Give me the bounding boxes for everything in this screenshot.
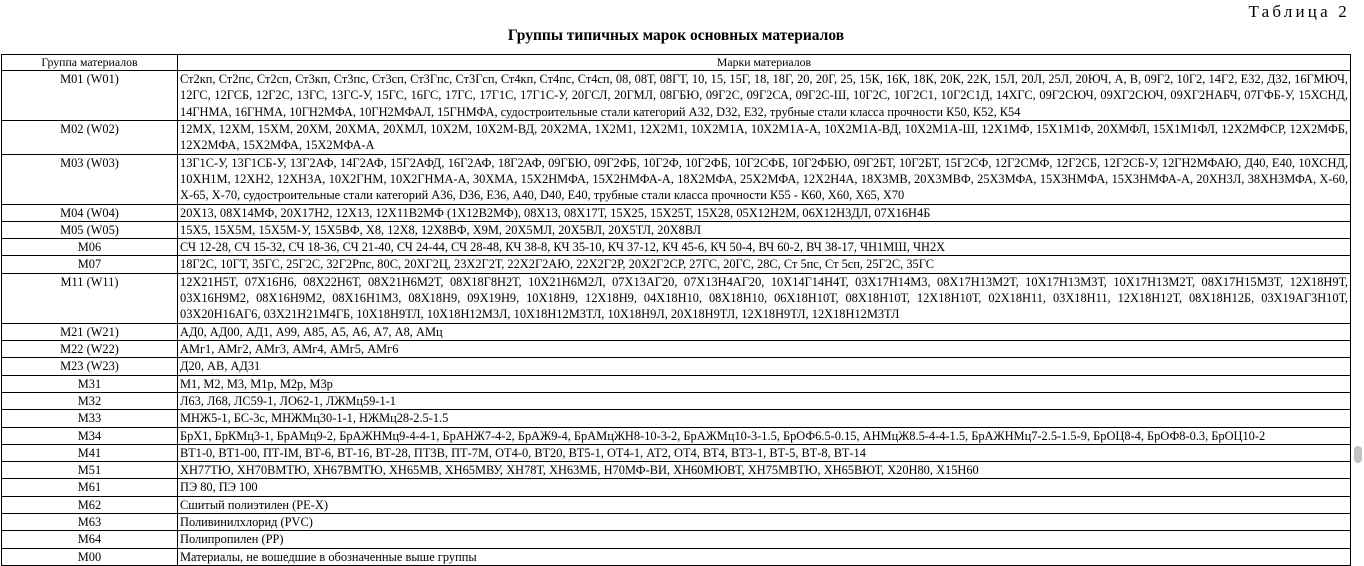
table-row — [2, 444, 1351, 461]
material-marks-cell: ХН77ТЮ, ХН70ВМТЮ, ХН67ВМТЮ, ХН65МВ, ХН65МВУ, ХН78Т, ХН63МБ, Н70МФ-ВИ, ХН60МЮВТ, ХН75МВТЮ, ХН65ВЮТ, Х20Н80, Х15Н60 — [178, 462, 1351, 479]
material-group-cell: М61 — [2, 479, 178, 496]
material-marks-cell: БрХ1, БрКМц3-1, БрАМц9-2, БрАЖНМц9-4-4-1, БрАНЖ7-4-2, БрАЖ9-4, БрАМцЖН8-10-3-2, БрАЖМц10-3-1.5, БрОФ6.5-0.15, АНМцЖ8.5-4-4-1.5, БрАЖНМц7-2.5-1.5-9, БрОЦ8-4, БрОФ8-0.3, БрОЦ10-2 — [178, 427, 1351, 444]
table-row — [2, 239, 1351, 256]
table-row — [2, 514, 1351, 531]
table-header-row — [2, 55, 1351, 71]
material-marks-cell: СЧ 12-28, СЧ 15-32, СЧ 18-36, СЧ 21-40, СЧ 24-44, СЧ 28-48, КЧ 38-8, КЧ 35-10, КЧ 37-12, КЧ 45-6, КЧ 50-4, ВЧ 60-2, ВЧ 38-17, ЧН1МШ, ЧН2Х — [178, 239, 1351, 256]
table-row — [2, 427, 1351, 444]
material-marks-cell: МНЖ5-1, БС-3с, МНЖМц30-1-1, НЖМц28-2.5-1.5 — [178, 410, 1351, 427]
material-group-cell: М21 (W21) — [2, 323, 178, 340]
material-marks-cell: Сшитый полиэтилен (PE-X) — [178, 496, 1351, 513]
table-row — [2, 273, 1351, 323]
table-row — [2, 221, 1351, 238]
material-marks-cell: М1, М2, М3, М1р, М2р, М3р — [178, 375, 1351, 392]
material-marks-cell: 15Х5, 15Х5М, 15Х5М-У, 15Х5ВФ, Х8, 12Х8, 12Х8ВФ, Х9М, 20Х5МЛ, 20Х5ВЛ, 20Х5ТЛ, 20Х8ВЛ — [178, 221, 1351, 238]
material-group-cell: М05 (W05) — [2, 221, 178, 238]
table-row — [2, 410, 1351, 427]
material-marks-cell: 12МХ, 12ХМ, 15ХМ, 20ХМ, 20ХМА, 20ХМЛ, 10Х2М, 10Х2М-ВД, 20Х2МА, 1Х2М1, 12Х2М1, 10Х2М1А, 10Х2М1А-А, 10Х2М1А-ВД, 10Х2М1А-Ш, 12Х1МФ, 15Х1М1Ф, 20ХМФЛ, 15Х1М1ФЛ, 12Х2МФСР, 12Х2МФБ, 12Х2МФА, 15Х2МФА, 15Х2МФА-А — [178, 121, 1351, 155]
material-marks-cell: 13Г1С-У, 13Г1СБ-У, 13Г2АФ, 14Г2АФ, 15Г2АФД, 16Г2АФ, 18Г2АФ, 09ГБЮ, 09Г2ФБ, 10Г2Ф, 10Г2ФБ, 10Г2СФБ, 10Г2ФБЮ, 09Г2БТ, 10Г2БТ, 15Г2СФ, 12Г2СМФ, 12Г2СБ, 12Г2СБ-У, 12ГН2МФАЮ, Д40, Е40, 10ХСНД, 10ХН1М, 12ХН2, 12ХН3А, 10Х2ГНМ, 10Х2ГНМА-А, 30ХМА, 15Х2НМФА, 15Х2НМФА-А, 18Х2МФА, 25Х2МФА, 12Х2Н4А, 18Х3МВ, 20Х3МВФ, 25Х3МФА, 15Х3НМФА, 15Х3НМФА-А, 20ХН3Л, 38ХН3МФА, Х-60, Х-65, Х-70, судостроительные стали категорий А36, D36, Е36, А40, D40, Е40, трубные стали класса прочности К55 - К60, Х60, Х65, Х70 — [178, 154, 1351, 204]
table-row — [2, 479, 1351, 496]
material-marks-cell: Поливинилхлорид (PVC) — [178, 514, 1351, 531]
table-row — [2, 154, 1351, 204]
material-marks-cell: 18Г2С, 10ГТ, 35ГС, 25Г2С, 32Г2Рпс, 80С, 20ХГ2Ц, 23Х2Г2Т, 22Х2Г2АЮ, 22Х2Г2Р, 20Х2Г2СР, 27ГС, 20ГС, 28С, Ст 5пс, Ст 5сп, 25Г2С, 35ГС — [178, 256, 1351, 273]
material-group-cell: М33 — [2, 410, 178, 427]
material-group-cell: М63 — [2, 514, 178, 531]
material-marks-cell: АД0, АД00, АД1, А99, А85, А5, А6, А7, А8, АМц — [178, 323, 1351, 340]
table-row — [2, 392, 1351, 409]
material-marks-cell: Ст2кп, Ст2пс, Ст2сп, Ст3кп, Ст3пс, Ст3сп, Ст3Гпс, Ст3Гсп, Ст4кп, Ст4пс, Ст4сп, 08, 08Т, 08ГТ, 10, 15, 15Г, 18, 18Г, 20, 20Г, 25, 15К, 16К, 18К, 20К, 22К, 15Л, 20Л, 25Л, 20ЮЧ, А, В, 09Г2, 10Г2, 14Г2, Е32, Д32, 16ГМЮЧ, 12ГС, 12ГСБ, 12Г2С, 13ГС, 13ГС-У, 15ГС, 16ГС, 17ГС, 17Г1С, 17Г1С-У, 20ГСЛ, 20ГМЛ, 08ГБЮ, 09Г2С, 09Г2СА, 09Г2С-Ш, 10Г2С, 10Г2С1, 10Г2С1Д, 14ХГС, 09Г2СЮЧ, 09ХГ2СЮЧ, 09ХГ2НАБЧ, 07ГФБ-У, 15ХСНД, 14ГНМА, 16ГНМА, 10ГН2МФА, 10ГН2МФАЛ, 15ГНМФА, судостроительные стали категорий А32, D32, Е32, трубные стали класса прочности К50, К52, К54 — [178, 71, 1351, 121]
material-marks-cell: Полипропилен (PP) — [178, 531, 1351, 548]
material-marks-cell: Д20, АВ, АД31 — [178, 358, 1351, 375]
material-group-cell: М23 (W23) — [2, 358, 178, 375]
table-row — [2, 323, 1351, 340]
material-group-cell: М32 — [2, 392, 178, 409]
material-marks-cell: ПЭ 80, ПЭ 100 — [178, 479, 1351, 496]
table-row — [2, 548, 1351, 565]
material-marks-cell: Л63, Л68, ЛС59-1, ЛО62-1, ЛЖМц59-1-1 — [178, 392, 1351, 409]
material-group-cell: М02 (W02) — [2, 121, 178, 155]
table-row — [2, 531, 1351, 548]
material-marks-cell: 20Х13, 08Х14МФ, 20Х17Н2, 12Х13, 12Х11В2МФ (1Х12В2МФ), 08Х13, 08Х17Т, 15Х25, 15Х25Т, 15Х28, 05Х12Н2М, 06Х12Н3ДЛ, 07Х16Н4Б — [178, 204, 1351, 221]
material-group-cell: М11 (W11) — [2, 273, 178, 323]
material-group-cell: М04 (W04) — [2, 204, 178, 221]
column-header-marks: Марки материалов — [178, 55, 1351, 71]
material-group-cell: М31 — [2, 375, 178, 392]
table-row — [2, 375, 1351, 392]
scrollbar-thumb[interactable] — [1354, 446, 1362, 463]
materials-table — [1, 54, 1351, 566]
material-group-cell: М01 (W01) — [2, 71, 178, 121]
column-header-group: Группа материалов — [2, 55, 178, 71]
table-row — [2, 462, 1351, 479]
material-group-cell: М00 — [2, 548, 178, 565]
material-group-cell: М07 — [2, 256, 178, 273]
material-group-cell: М62 — [2, 496, 178, 513]
material-group-cell: М64 — [2, 531, 178, 548]
material-marks-cell: Материалы, не вошедшие в обозначенные выше группы — [178, 548, 1351, 565]
material-group-cell: М06 — [2, 239, 178, 256]
table-number: Таблица 2 — [1248, 2, 1350, 21]
table-row — [2, 341, 1351, 358]
table-title: Группы типичных марок основных материалов — [507, 27, 845, 44]
material-group-cell: М41 — [2, 444, 178, 461]
material-group-cell: М51 — [2, 462, 178, 479]
material-marks-cell: АМг1, АМг2, АМг3, АМг4, АМг5, АМг6 — [178, 341, 1351, 358]
table-row — [2, 204, 1351, 221]
material-group-cell: М22 (W22) — [2, 341, 178, 358]
table-row — [2, 256, 1351, 273]
table-row — [2, 358, 1351, 375]
material-group-cell: М34 — [2, 427, 178, 444]
table-body — [2, 71, 1351, 566]
table-row — [2, 71, 1351, 121]
material-group-cell: М03 (W03) — [2, 154, 178, 204]
material-marks-cell: ВТ1-0, ВТ1-00, ПТ-IМ, ВТ-6, ВТ-16, ВТ-28, ПТ3В, ПТ-7М, ОТ4-0, ВТ20, ВТ5-1, ОТ4-1, АТ2, ОТ4, ВТ4, ВТ3-1, ВТ-5, ВТ-8, ВТ-14 — [178, 444, 1351, 461]
table-row — [2, 496, 1351, 513]
material-marks-cell: 12Х21Н5Т, 07Х16Н6, 08Х22Н6Т, 08Х21Н6М2Т, 08Х18Г8Н2Т, 10Х21Н6М2Л, 07Х13АГ20, 07Х13Н4АГ20, 10Х14Г14Н4Т, 03Х17Н14М3, 08Х17Н13М2Т, 10Х17Н13М3Т, 10Х17Н13М2Т, 08Х17Н15М3Т, 12Х18Н9Т, 03Х16Н9М2, 08Х16Н9М2, 08Х16Н1М3, 08Х18Н9, 09Х19Н9, 10Х18Н9, 12Х18Н9, 04Х18Н10, 08Х18Н10, 06Х18Н10Т, 08Х18Н10Т, 12Х18Н10Т, 02Х18Н11, 03Х18Н11, 12Х18Н12Т, 08Х18Н12Б, 03Х19АГ3Н10Т, 03Х20Н16АГ6, 03Х21Н21М4ГБ, 10Х18Н9ТЛ, 10Х18Н12М3Л, 10Х18Н12М3ТЛ, 10Х18Н9Л, 20Х18Н9ТЛ, 12Х18Н9ТЛ, 12Х18Н12М3ТЛ — [178, 273, 1351, 323]
table-row — [2, 121, 1351, 155]
